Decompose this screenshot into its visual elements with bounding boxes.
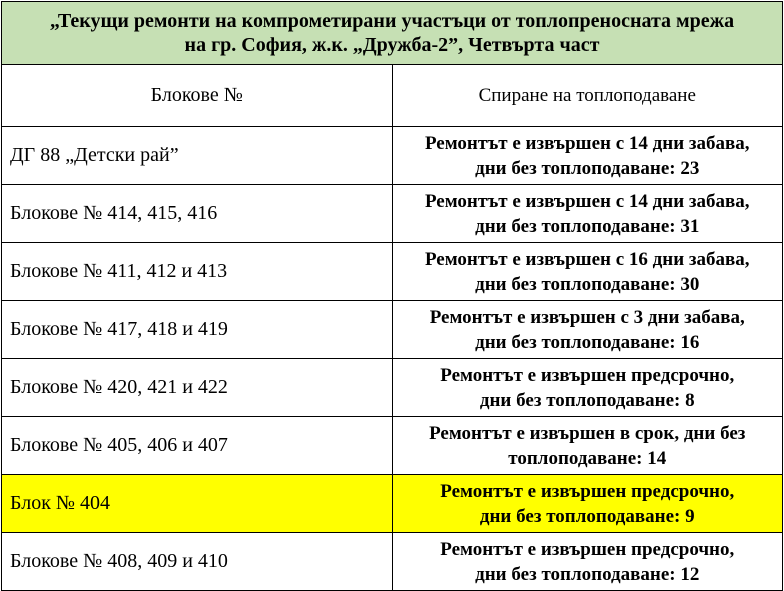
block-cell: Блокове № 414, 415, 416 [2, 185, 393, 243]
block-cell: Блокове № 411, 412 и 413 [2, 243, 393, 301]
block-cell: Блокове № 417, 418 и 419 [2, 301, 393, 359]
table-row [2, 185, 783, 243]
table-row [2, 301, 783, 359]
status-line-2: дни без топлоподаване: 31 [475, 215, 700, 237]
table-row [2, 533, 783, 591]
table-row [2, 417, 783, 475]
status-cell [392, 127, 783, 185]
status-line-2: дни без топлоподаване: 9 [479, 505, 695, 527]
table-row-highlighted [2, 475, 783, 533]
status-line-1: Ремонтът е извършен с 14 дни забава, [424, 132, 750, 154]
status-line-2: дни без топлоподаване: 8 [479, 389, 695, 411]
block-cell: Блок № 404 [2, 475, 393, 533]
status-line-1: Ремонтът е извършен в срок, дни без [429, 422, 746, 444]
status-cell [392, 243, 783, 301]
status-line-2: дни без топлоподаване: 12 [475, 563, 700, 585]
status-line-1: Ремонтът е извършен предсрочно, [440, 480, 735, 502]
table-row [2, 359, 783, 417]
status-cell [392, 301, 783, 359]
status-line-2: дни без топлоподаване: 30 [475, 273, 700, 295]
status-cell [392, 475, 783, 533]
block-cell: Блокове № 420, 421 и 422 [2, 359, 393, 417]
repairs-table [1, 1, 783, 591]
status-line-1: Ремонтът е извършен с 3 дни забава, [429, 306, 745, 328]
table-row [2, 243, 783, 301]
status-line-1: Ремонтът е извършен предсрочно, [440, 364, 735, 386]
header-heating-stop: Спиране на топлоподаване [392, 65, 783, 127]
status-cell [392, 185, 783, 243]
table-row [2, 127, 783, 185]
status-cell [392, 359, 783, 417]
status-line-1: Ремонтът е извършен с 16 дни забава, [424, 248, 750, 270]
status-cell [392, 417, 783, 475]
block-cell: Блокове № 408, 409 и 410 [2, 533, 393, 591]
status-line-2: дни без топлоподаване: 23 [475, 157, 700, 179]
status-line-2: топлоподаване: 14 [508, 447, 667, 469]
title-line-2: на гр. София, ж.к. „Дружба-2”, Четвърта част [184, 34, 600, 56]
status-line-1: Ремонтът е извършен предсрочно, [440, 538, 735, 560]
block-cell: Блокове № 405, 406 и 407 [2, 417, 393, 475]
table-title [2, 2, 783, 65]
status-cell [392, 533, 783, 591]
header-blocks: Блокове № [2, 65, 393, 127]
status-line-2: дни без топлоподаване: 16 [475, 331, 700, 353]
title-line-1: „Текущи ремонти на компрометирани участъци от топлопреносната мрежа [49, 10, 735, 32]
status-line-1: Ремонтът е извършен с 14 дни забава, [424, 190, 750, 212]
block-cell: ДГ 88 „Детски рай” [2, 127, 393, 185]
